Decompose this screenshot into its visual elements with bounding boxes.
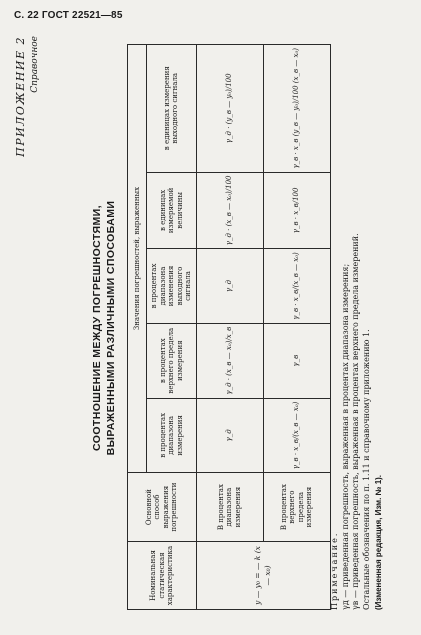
table-row [263, 45, 330, 610]
value-cell: γ_в · x_в/(x_в — x₀) [263, 398, 330, 473]
row-method: В процентах диапазона измерения [196, 473, 263, 542]
notes-line: γд — приведенная погрешность, выраженная в процентах диапазона измерения; [340, 263, 350, 610]
value-cell: γ_д · (x_в — x₀)/x_в [196, 323, 263, 398]
value-cell: γ_в [263, 323, 330, 398]
header-group: Значения погрешностей, выраженных [128, 45, 147, 473]
value-cell: γ_д · (x_в — x₀)/100 [196, 172, 263, 249]
value-cell: γ_д [196, 398, 263, 473]
value-cell: γ_в · x_в/(x_в — x₀) [263, 249, 330, 324]
title-line-1: СООТНОШЕНИЕ МЕЖДУ ПОГРЕШНОСТЯМИ, [91, 205, 103, 451]
subheader-upper-limit: в процентах верхнего предела измерения [147, 323, 197, 398]
characteristic-formula: y — y₀ = — k (x — x₀) [196, 542, 330, 610]
header-method: Основной способ выражения погрешности [128, 473, 197, 542]
appendix-title: ПРИЛОЖЕНИЕ 2 [14, 36, 27, 157]
rotated-content [10, 28, 405, 628]
subheader-measured-units: в единицах измеряемой величины [147, 172, 197, 249]
appendix-label [14, 36, 40, 157]
notes-title: Примечание. [330, 531, 339, 610]
title-line-2: ВЫРАЖЕННЫМИ РАЗЛИЧНЫМИ СПОСОБАМИ [105, 200, 117, 456]
document-title [90, 28, 118, 628]
row-method: В процентах верхнего предела измерения [263, 473, 330, 542]
subheader-output-range: в процентах диапазона изменения выходного сигнала [147, 249, 197, 324]
page-header: С. 22 ГОСТ 22521—85 [14, 10, 123, 21]
value-cell: γ_в · x_в/100 [263, 172, 330, 249]
value-cell: γ_в · x_в (y_в — y₀)/100 (x_в — x₀) [263, 45, 330, 173]
subheader-range: в процентах диапазона измерения [147, 398, 197, 473]
amendment-note: (Измененная редакция, Изм. № 1). [374, 474, 383, 610]
notes-block [330, 44, 385, 610]
header-characteristic: Номинальная статическая характеристика [128, 542, 197, 610]
value-cell: γ_д · (y_в — y₀)/100 [196, 45, 263, 173]
header-row [128, 45, 147, 610]
notes-line: Остальные обозначения по п. 1.11 и справочному приложению 1. [361, 329, 371, 610]
value-cell: γ_д [196, 249, 263, 324]
subheader-output-units: в единицах измерения выходного сигнала [147, 45, 197, 173]
error-relation-table [127, 44, 331, 610]
table-row [196, 45, 263, 610]
appendix-note: Справочное [30, 36, 40, 93]
notes-line: γв — приведенная погрешность, выраженная в процентах верхнего предела измерений. [351, 233, 360, 610]
